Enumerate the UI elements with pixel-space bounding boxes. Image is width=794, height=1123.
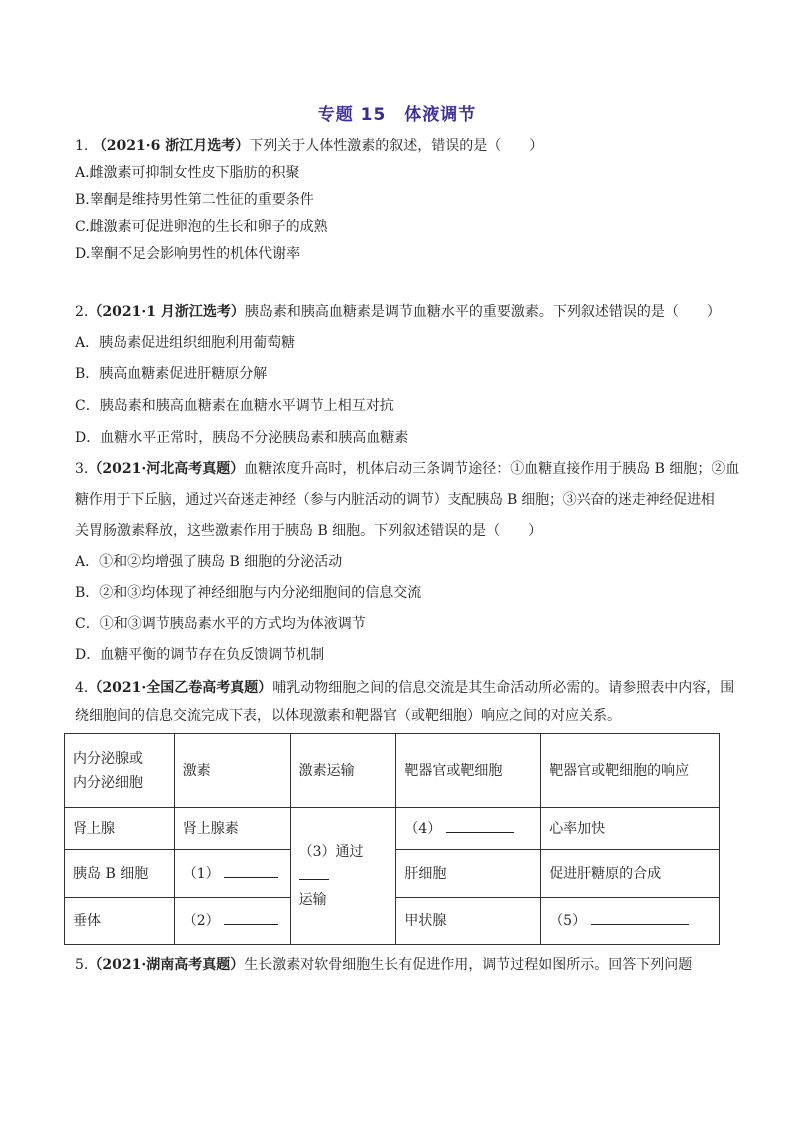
q5-number: 5. <box>75 957 89 973</box>
cell-response: （5） <box>541 898 720 945</box>
q4-stem-line-2: 绕细胞间的信息交流完成下表，以体现激素和靶器官（或靶细胞）响应之间的对应关系。 <box>75 708 621 724</box>
cell-hormone: （2） <box>174 898 290 945</box>
cell-gland: 胰岛 B 细胞 <box>65 850 175 898</box>
q1-number: 1. <box>75 138 89 154</box>
q4-stem-line-1 <box>75 678 735 698</box>
cell-hormone: （1） <box>174 850 290 898</box>
q3-option-c: C．①和③调节胰岛素水平的方式均为体液调节 <box>75 616 366 632</box>
q3-stem-line-2: 糖作用于下丘脑，通过兴奋迷走神经（参与内脏活动的调节）支配胰岛 B 细胞；③兴奋的迷走神经促进相 <box>75 492 715 508</box>
header-transport: 激素运输 <box>290 734 396 808</box>
answer-blank-1[interactable] <box>224 863 278 878</box>
cell-target: 肝细胞 <box>396 850 541 898</box>
cell-response: 心率加快 <box>541 808 720 850</box>
cell-target: （4） <box>396 808 541 850</box>
q3-number: 3. <box>75 461 89 477</box>
q1-option-c: C.雌激素可促进卵泡的生长和卵子的成熟 <box>75 219 328 235</box>
q5-stem-line <box>75 955 725 975</box>
q3-stem-1: 血糖浓度升高时，机体启动三条调节途径：①血糖直接作用于胰岛 B 细胞；②血 <box>244 461 740 477</box>
table-row <box>65 808 720 850</box>
q5-source: （2021·湖南高考真题） <box>88 957 245 973</box>
cell-transport <box>290 808 396 945</box>
table-header-row <box>65 734 720 808</box>
page-title: 专题 15 体液调节 <box>317 105 477 125</box>
transport-suffix: 运输 <box>298 892 327 908</box>
q1-option-b: B.睾酮是维持男性第二性征的重要条件 <box>75 192 314 208</box>
cell-target: 甲状腺 <box>396 898 541 945</box>
q3-option-a: A．①和②均增强了胰岛 B 细胞的分泌活动 <box>75 554 343 570</box>
q1-stem: 下列关于人体性激素的叙述，错误的是（ ） <box>249 138 544 154</box>
q1-source: （2021·6 浙江月选考） <box>92 138 250 154</box>
answer-blank-4[interactable] <box>446 818 514 833</box>
q2-option-b: B．胰高血糖素促进肝糖原分解 <box>75 366 268 382</box>
q3-option-d: D．血糖平衡的调节存在负反馈调节机制 <box>75 647 325 663</box>
cell-gland: 垂体 <box>65 898 175 945</box>
q2-number: 2. <box>75 304 89 320</box>
transport-prefix: （3）通过 <box>298 844 364 860</box>
cell-gland: 肾上腺 <box>65 808 175 850</box>
header-gland: 内分泌腺或 内分泌细胞 <box>65 734 175 808</box>
q1-option-d: D.睾酮不足会影响男性的机体代谢率 <box>75 246 301 262</box>
header-target: 靶器官或靶细胞 <box>396 734 541 808</box>
q3-option-b: B．②和③均体现了神经细胞与内分泌细胞间的信息交流 <box>75 585 422 601</box>
hormone-table <box>64 733 720 945</box>
q4-number: 4. <box>75 680 89 696</box>
q2-source: （2021·1 月浙江选考） <box>88 304 245 320</box>
q3-stem-line-3: 关胃肠激素释放，这些激素作用于胰岛 B 细胞。下列叙述错误的是（ ） <box>75 523 543 539</box>
q3-source: （2021·河北高考真题） <box>88 461 245 477</box>
q2-option-d: D．血糖水平正常时，胰岛不分泌胰岛素和胰高血糖素 <box>75 430 409 446</box>
q3-stem-line-1 <box>75 459 740 479</box>
q1-stem-line <box>75 136 725 156</box>
q2-stem: 胰岛素和胰高血糖素是调节血糖水平的重要激素。下列叙述错误的是（ ） <box>244 304 721 320</box>
q1-option-a: A.雌激素可抑制女性皮下脂肪的积聚 <box>75 165 300 181</box>
q2-option-c: C．胰岛素和胰高血糖素在血糖水平调节上相互对抗 <box>75 398 394 414</box>
q2-stem-line <box>75 302 725 322</box>
cell-hormone: 肾上腺素 <box>174 808 290 850</box>
answer-blank-2[interactable] <box>224 910 278 925</box>
q5-stem: 生长激素对软骨细胞生长有促进作用，调节过程如图所示。回答下列问题 <box>244 957 693 973</box>
header-response: 靶器官或靶细胞的响应 <box>541 734 720 808</box>
q4-source: （2021·全国乙卷高考真题） <box>88 680 273 696</box>
cell-response: 促进肝糖原的合成 <box>541 850 720 898</box>
q4-stem-1: 哺乳动物细胞之间的信息交流是其生命活动所必需的。请参照表中内容，围 <box>272 680 735 696</box>
header-hormone: 激素 <box>174 734 290 808</box>
answer-blank-5[interactable] <box>591 910 689 925</box>
q2-option-a: A．胰岛素促进组织细胞利用葡萄糖 <box>75 335 296 351</box>
answer-blank-3[interactable] <box>299 865 329 880</box>
